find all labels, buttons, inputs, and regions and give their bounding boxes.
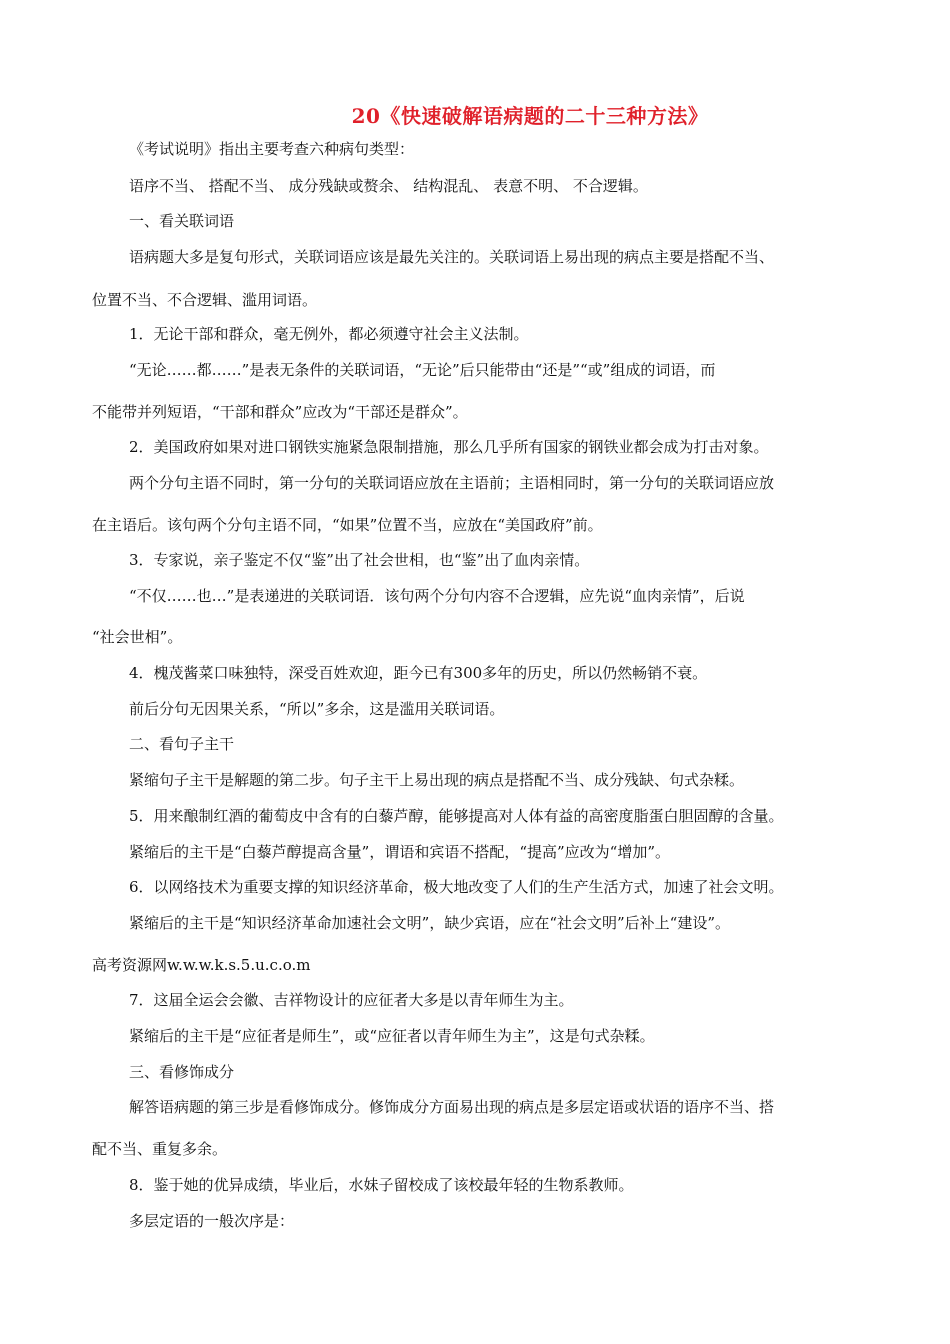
example-item: 5．用来酿制红酒的葡萄皮中含有的白藜芦醇，能够提高对人体有益的高密度脂蛋白胆固醇的含量。 [129, 807, 784, 825]
source-watermark-text: 高考资源网w.w.w.k.s.5.u.c.o.m [92, 956, 311, 974]
section-heading: 三、看修饰成分 [129, 1063, 235, 1081]
example-item: 1．无论干部和群众，毫无例外，都必须遵守社会主义法制。 [129, 325, 529, 343]
text-line: 紧缩后的主干是“白藜芦醇提高含量”，谓语和宾语不搭配，“提高”应改为“增加”。 [129, 843, 671, 861]
example-item: 8．鉴于她的优异成绩，毕业后，水妹子留校成了该校最年轻的生物系教师。 [129, 1176, 634, 1194]
section-heading: 一、看关联词语 [129, 212, 235, 230]
text-line: “无论……都……”是表无条件的关联词语，“无论”后只能带由“还是”“或”组成的词语，而 [129, 361, 716, 379]
example-item: 7．这届全运会会徽、吉祥物设计的应征者大多是以青年师生为主。 [129, 991, 574, 1009]
text-line: 不能带并列短语，“干部和群众”应改为“干部还是群众”。 [92, 403, 468, 421]
text-line: 紧缩后的主干是“应征者是师生”，或“应征者以青年师生为主”，这是句式杂糅。 [129, 1027, 655, 1045]
example-item: 6．以网络技术为重要支撑的知识经济革命，极大地改变了人们的生产生活方式，加速了社会文明。 [129, 878, 784, 896]
text-line: 紧缩句子主干是解题的第二步。句子主干上易出现的病点是搭配不当、成分残缺、句式杂糅。 [129, 771, 745, 789]
text-line: 前后分句无因果关系，“所以”多余，这是滥用关联词语。 [129, 700, 505, 718]
text-line: 解答语病题的第三步是看修饰成分。修饰成分方面易出现的病点是多层定语或状语的语序不当、搭 [129, 1098, 775, 1116]
text-line: 《考试说明》指出主要考查六种病句类型： [129, 140, 415, 158]
text-line: 多层定语的一般次序是： [129, 1212, 295, 1230]
text-line: 位置不当、不合逻辑、滥用词语。 [92, 291, 318, 309]
example-item: 3．专家说，亲子鉴定不仅“鉴”出了社会世相，也“鉴”出了血肉亲情。 [129, 551, 590, 569]
text-line: 语病题大多是复句形式，关联词语应该是最先关注的。关联词语上易出现的病点主要是搭配不当、 [129, 248, 775, 266]
text-line: “不仅……也…”是表递进的关联词语．该句两个分句内容不合逻辑，应先说“血肉亲情”，后说 [129, 587, 745, 605]
page-title: 20《快速破解语病题的二十三种方法》 [351, 104, 709, 128]
text-line: 两个分句主语不同时，第一分句的关联词语应放在主语前；主语相同时，第一分句的关联词语应放 [129, 474, 775, 492]
text-line: “社会世相”。 [92, 628, 183, 646]
section-heading: 二、看句子主干 [129, 735, 235, 753]
text-line: 紧缩后的主干是“知识经济革命加速社会文明”，缺少宾语，应在“社会文明”后补上“建设”。 [129, 914, 731, 932]
text-line: 在主语后。该句两个分句主语不同，“如果”位置不当，应放在“美国政府”前。 [92, 516, 603, 534]
example-item: 4．槐茂酱菜口味独特，深受百姓欢迎，距今已有300多年的历史，所以仍然畅销不衰。 [129, 664, 708, 682]
text-line: 配不当、重复多余。 [92, 1140, 228, 1158]
example-item: 2．美国政府如果对进口钢铁实施紧急限制措施，那么几乎所有国家的钢铁业都会成为打击对象。 [129, 438, 769, 456]
text-line: 语序不当、 搭配不当、 成分残缺或赘余、 结构混乱、 表意不明、 不合逻辑。 [129, 177, 648, 195]
